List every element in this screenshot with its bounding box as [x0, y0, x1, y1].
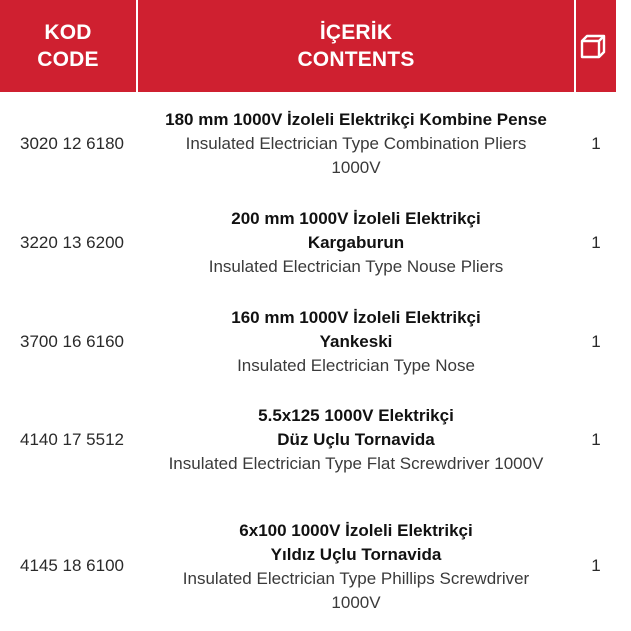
product-name-tr: Yankeski — [319, 332, 393, 351]
header-contents-tr: İÇERİK — [319, 21, 393, 44]
product-name-en: 1000V — [331, 158, 381, 177]
product-description — [136, 108, 576, 180]
product-name-tr: 160 mm 1000V İzoleli Elektrikçi — [231, 308, 481, 327]
header-code-en: CODE — [37, 48, 99, 71]
product-description — [136, 306, 576, 378]
product-name-tr: Kargaburun — [307, 233, 405, 252]
product-name-en: Insulated Electrician Type Nose — [237, 356, 475, 375]
table-row — [0, 404, 616, 476]
header-divider — [574, 0, 576, 92]
header-code — [0, 0, 136, 92]
product-code: 3700 16 6160 — [20, 332, 124, 351]
header-code-tr: KOD — [44, 21, 92, 44]
header-edge — [616, 0, 631, 92]
product-name-tr: 5.5x125 1000V Elektrikçi — [258, 406, 454, 425]
product-quantity: 1 — [591, 332, 601, 351]
product-code: 3220 13 6200 — [20, 233, 124, 252]
table-row — [0, 108, 616, 180]
product-name-tr: 180 mm 1000V İzoleli Elektrikçi Kombine Pense — [165, 110, 547, 129]
table-row — [0, 306, 616, 378]
product-name-en: Insulated Electrician Type Nouse Pliers — [208, 257, 504, 276]
product-name-tr: Düz Uçlu Tornavida — [277, 430, 435, 449]
product-name-en: 1000V — [331, 593, 381, 612]
table-header — [0, 0, 631, 92]
header-contents-en: CONTENTS — [297, 48, 415, 71]
product-quantity: 1 — [591, 134, 601, 153]
product-code: 4140 17 5512 — [20, 430, 124, 449]
table-row — [0, 207, 616, 279]
header-contents — [138, 0, 574, 92]
product-quantity: 1 — [591, 233, 601, 252]
product-name-tr: Yıldız Uçlu Tornavida — [270, 545, 442, 564]
table-row — [0, 519, 616, 615]
product-quantity: 1 — [591, 556, 601, 575]
product-description — [136, 404, 576, 476]
product-quantity: 1 — [591, 430, 601, 449]
product-code: 3020 12 6180 — [20, 134, 124, 153]
box-icon — [580, 33, 606, 59]
product-name-tr: 6x100 1000V İzoleli Elektrikçi — [239, 521, 473, 540]
product-description — [136, 519, 576, 615]
product-name-en: Insulated Electrician Type Flat Screwdriver 1000V — [168, 454, 544, 473]
product-code: 4145 18 6100 — [20, 556, 124, 575]
product-description — [136, 207, 576, 279]
product-name-en: Insulated Electrician Type Phillips Screwdriver — [182, 569, 530, 588]
product-name-tr: 200 mm 1000V İzoleli Elektrikçi — [231, 209, 481, 228]
product-name-en: Insulated Electrician Type Combination Pliers — [185, 134, 527, 153]
